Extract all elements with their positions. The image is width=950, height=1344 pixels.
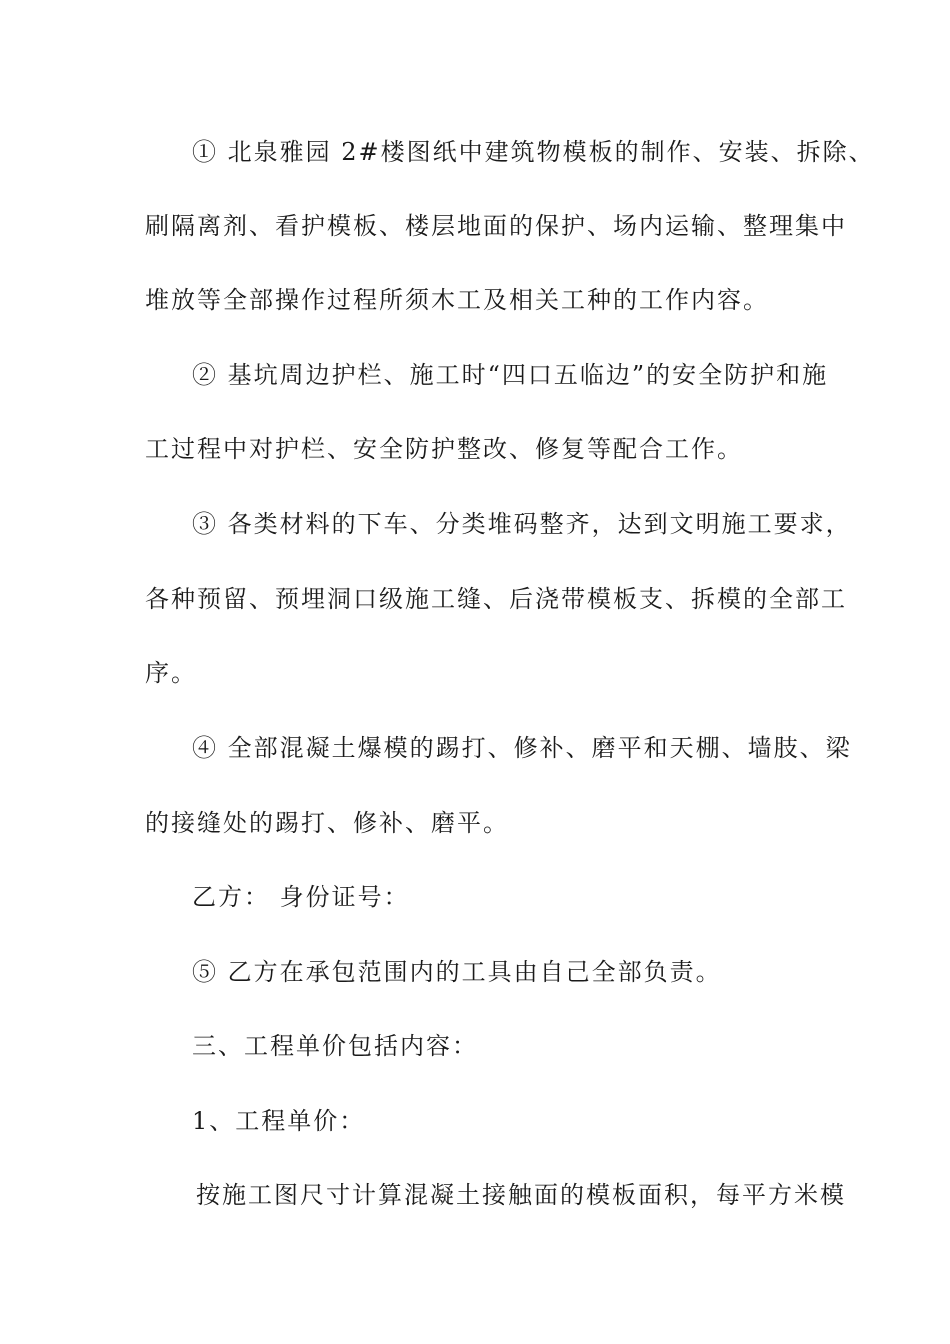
paragraph-line-5: 工过程中对护栏、安全防护整改、修复等配合工作。 [145, 435, 743, 463]
paragraph-line-6: ③ 各类材料的下车、分类堆码整齐，达到文明施工要求， [192, 510, 852, 538]
paragraph-line-8: 序。 [145, 659, 197, 687]
paragraph-line-10: 的接缝处的踢打、修补、磨平。 [145, 809, 509, 837]
paragraph-line-9: ④ 全部混凝土爆模的踢打、修补、磨平和天棚、墙肢、梁 [192, 734, 852, 762]
paragraph-line-3: 堆放等全部操作过程所须木工及相关工种的工作内容。 [145, 286, 769, 314]
paragraph-line-7: 各种预留、预埋洞口级施工缝、后浇带模板支、拆模的全部工 [145, 585, 847, 613]
paragraph-line-4: ② 基坑周边护栏、施工时“四口五临边”的安全防护和施 [192, 361, 829, 389]
party-b-id-line: 乙方： 身份证号： [192, 883, 410, 911]
section-heading: 三、工程单价包括内容： [192, 1032, 478, 1060]
paragraph-line-2: 刷隔离剂、看护模板、楼层地面的保护、场内运输、整理集中 [145, 212, 847, 240]
paragraph-line-15: 按施工图尺寸计算混凝土接触面的模板面积，每平方米模 [196, 1181, 846, 1209]
paragraph-line-1: ① 北泉雅园 2#楼图纸中建筑物模板的制作、安装、拆除、 [192, 138, 875, 166]
paragraph-line-12: ⑤ 乙方在承包范围内的工具由自己全部负责。 [192, 958, 722, 986]
subsection-heading: 1、工程单价： [192, 1107, 366, 1135]
